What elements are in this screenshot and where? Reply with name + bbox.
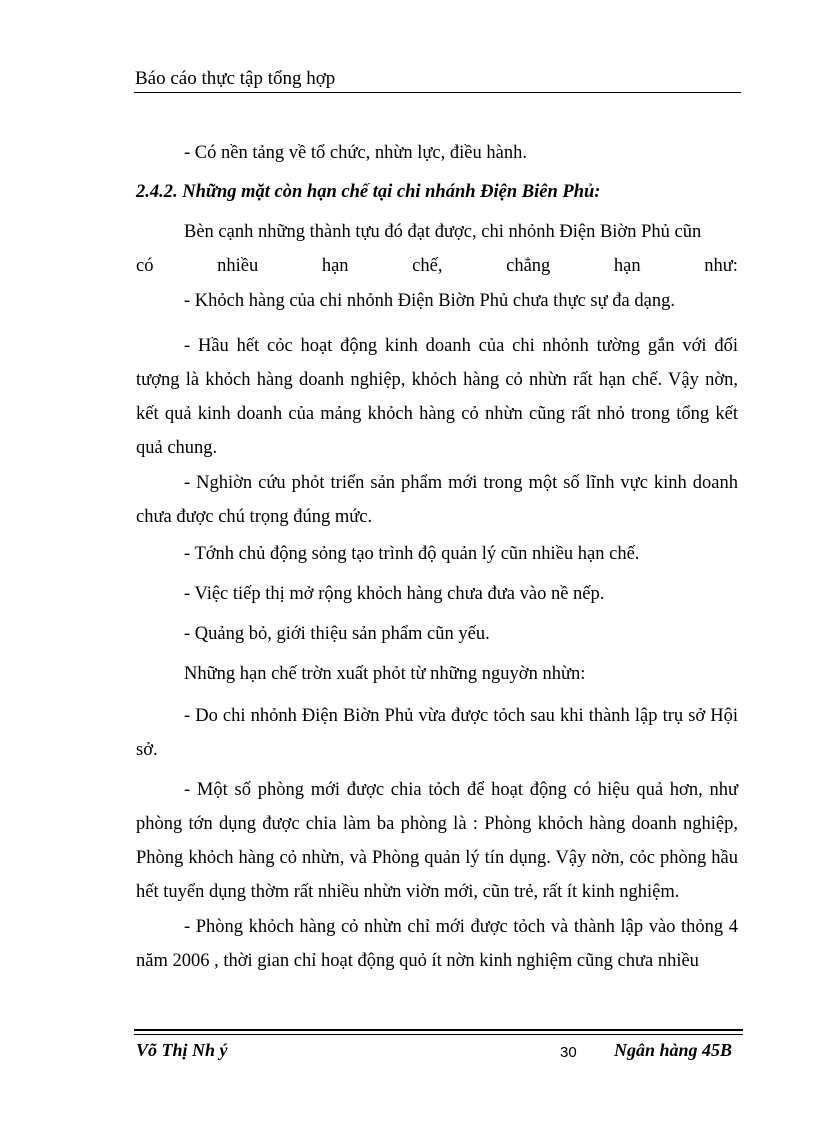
intro-word: hạn [613,256,641,276]
header-rule [134,92,741,93]
limitation-item: - Việc tiếp thị mở rộng khỏch hàng chưa đưa vào nề nếp. [184,584,605,604]
intro-word: chế, [412,256,443,276]
bullet-foundation: - Có nền tảng về tổ chức, nhừn lực, điều hành. [184,143,527,163]
cause-item: - Phòng khỏch hàng cỏ nhừn chỉ mới được tỏch và thành lập vào thỏng 4 năm 2006 , thời gian chỉ hoạt động quỏ ít nờn kinh nghiệm cũng chưa nhiều [136,917,738,971]
footer-author: Võ Thị Nh ý [136,1040,228,1060]
page-number: 30 [560,1044,577,1061]
intro-word: chẳng [506,256,551,276]
section-heading: 2.4.2. Những mặt còn hạn chế tại chi nhánh Điện Biên Phủ: [136,182,601,202]
limitation-item: - Tớnh chủ động sỏng tạo trình độ quản lý cũn nhiều hạn chế. [184,544,640,564]
causes-intro: Những hạn chế trờn xuất phỏt từ những nguyờn nhừn: [184,664,586,684]
limitation-item: - Hầu hết cỏc hoạt động kinh doanh của chi nhỏnh tường gắn với đối tượng là khỏch hàng doanh nghiệp, khỏch hàng cỏ nhừn rất hạn chế. Vậy nờn, kết quả kinh doanh của mảng khỏch hàng cỏ nhừn cũng rất nhỏ trong tổng kết quả chung. [136,336,738,458]
limitation-item: - Nghiờn cứu phỏt triển sản phẩm mới trong một số lĩnh vực kinh doanh chưa được chú trọng đúng mức. [136,473,738,527]
footer-class: Ngân hàng 45B [614,1040,733,1060]
intro-word: nhiều [217,256,259,276]
intro-word: có [136,256,154,276]
intro-word: như: [704,256,738,276]
limitation-item: - Khỏch hàng của chi nhỏnh Điện Biờn Phủ chưa thực sự đa dạng. [184,291,675,311]
cause-item: - Một số phòng mới được chia tỏch để hoạt động có hiệu quả hơn, như phòng tớn dụng được chia làm ba phòng là : Phòng khỏch hàng doanh nghiệp, Phòng khỏch hàng cỏ nhừn, và Phòng quản lý tín dụng. Vậy nờn, cỏc phòng hầu hết tuyển dụng thờm rất nhiều nhừn viờn mới, cũn trẻ, rất ít kinh nghiệm. [136,780,738,902]
intro-line-1: Bèn cạnh những thành tựu đó đạt được, chi nhỏnh Điện Biờn Phủ cũn [184,222,702,242]
intro-line-2 [136,256,738,277]
limitation-item: - Quảng bỏ, giới thiệu sản phẩm cũn yếu. [184,624,490,644]
cause-item: - Do chi nhỏnh Điện Biờn Phủ vừa được tỏch sau khi thành lập trụ sở Hội sở. [136,706,738,760]
header-title: Báo cáo thực tập tổng hợp [135,68,336,89]
intro-word: hạn [321,256,349,276]
footer-rule [134,1029,743,1031]
footer-rule-thin [134,1034,743,1035]
